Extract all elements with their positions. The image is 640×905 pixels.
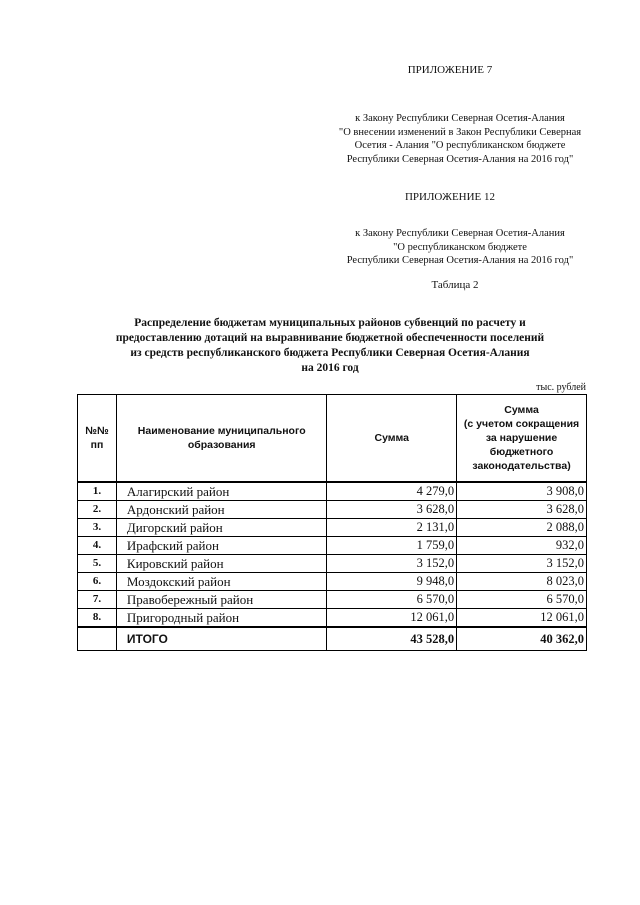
- law-reference-block-1: [310, 112, 610, 166]
- table-header-row: [78, 395, 587, 483]
- row-number: 6.: [78, 573, 117, 591]
- row-name: Ардонский район: [116, 501, 327, 519]
- law-reference-line: Республики Северная Осетия-Алания на 2016 год": [346, 255, 574, 266]
- row-sum: 3 628,0: [327, 501, 457, 519]
- row-sum-reduced: 2 088,0: [457, 519, 587, 537]
- column-header-number: №№ пп: [78, 395, 117, 483]
- total-label: ИТОГО: [116, 627, 327, 651]
- table-row: [78, 482, 587, 501]
- row-sum-reduced: 932,0: [457, 537, 587, 555]
- law-reference-block-2: [310, 227, 610, 268]
- table-row: [78, 555, 587, 573]
- title-line: Распределение бюджетам муниципальных районов субвенций по расчету и: [134, 317, 526, 329]
- row-sum-reduced: 12 061,0: [457, 609, 587, 628]
- row-sum: 9 948,0: [327, 573, 457, 591]
- row-sum-reduced: 3 152,0: [457, 555, 587, 573]
- column-header-name: Наименование муниципального образования: [116, 395, 327, 483]
- total-row: [78, 627, 587, 651]
- law-reference-line: Республики Северная Осетия-Алания на 2016 год": [346, 153, 574, 165]
- table-row: [78, 609, 587, 628]
- units-label: тыс. рублей: [536, 382, 586, 393]
- row-name: Правобережный район: [116, 591, 327, 609]
- total-sum-reduced: 40 362,0: [457, 627, 587, 651]
- table-number: Таблица 2: [431, 279, 479, 291]
- row-name: Алагирский район: [116, 482, 327, 501]
- row-number: 2.: [78, 501, 117, 519]
- row-sum: 4 279,0: [327, 482, 457, 501]
- title-line: на 2016 год: [301, 362, 359, 374]
- total-number-cell: [78, 627, 117, 651]
- column-header-sum: Сумма: [327, 395, 457, 483]
- row-sum-reduced: 6 570,0: [457, 591, 587, 609]
- column-header-sum-reduced: Сумма (с учетом сокращения за нарушение бюджетного законодательства): [457, 395, 587, 483]
- row-sum: 6 570,0: [327, 591, 457, 609]
- law-reference-line: "О внесении изменений в Закон Республики Северная: [338, 126, 582, 138]
- appendix-12-label: ПРИЛОЖЕНИЕ 12: [404, 191, 496, 203]
- row-name: Пригородный район: [116, 609, 327, 628]
- law-reference-line: к Закону Республики Северная Осетия-Алания: [355, 113, 565, 124]
- appendix-7-label: ПРИЛОЖЕНИЕ 7: [407, 64, 493, 76]
- title-line: из средств республиканского бюджета Республики Северная Осетия-Алания: [130, 347, 530, 359]
- row-number: 3.: [78, 519, 117, 537]
- row-sum: 12 061,0: [327, 609, 457, 628]
- row-number: 7.: [78, 591, 117, 609]
- table-row: [78, 573, 587, 591]
- row-name: Дигорский район: [116, 519, 327, 537]
- table-row: [78, 537, 587, 555]
- row-sum: 3 152,0: [327, 555, 457, 573]
- row-sum-reduced: 3 908,0: [457, 482, 587, 501]
- row-sum: 1 759,0: [327, 537, 457, 555]
- law-reference-line: Осетия - Алания "О республиканском бюджете: [354, 140, 566, 151]
- row-sum: 2 131,0: [327, 519, 457, 537]
- distribution-table: [77, 394, 587, 651]
- total-sum: 43 528,0: [327, 627, 457, 651]
- law-reference-line: к Закону Республики Северная Осетия-Алания: [355, 228, 565, 239]
- row-number: 8.: [78, 609, 117, 628]
- row-number: 1.: [78, 482, 117, 501]
- row-sum-reduced: 3 628,0: [457, 501, 587, 519]
- row-name: Ирафский район: [116, 537, 327, 555]
- row-number: 4.: [78, 537, 117, 555]
- row-number: 5.: [78, 555, 117, 573]
- document-title: [70, 316, 590, 376]
- law-reference-line: "О республиканском бюджете: [393, 241, 527, 253]
- row-sum-reduced: 8 023,0: [457, 573, 587, 591]
- row-name: Кировский район: [116, 555, 327, 573]
- table-row: [78, 519, 587, 537]
- title-line: предоставлению дотаций на выравнивание бюджетной обеспеченности поселений: [115, 332, 545, 344]
- table-row: [78, 501, 587, 519]
- row-name: Моздокский район: [116, 573, 327, 591]
- table-row: [78, 591, 587, 609]
